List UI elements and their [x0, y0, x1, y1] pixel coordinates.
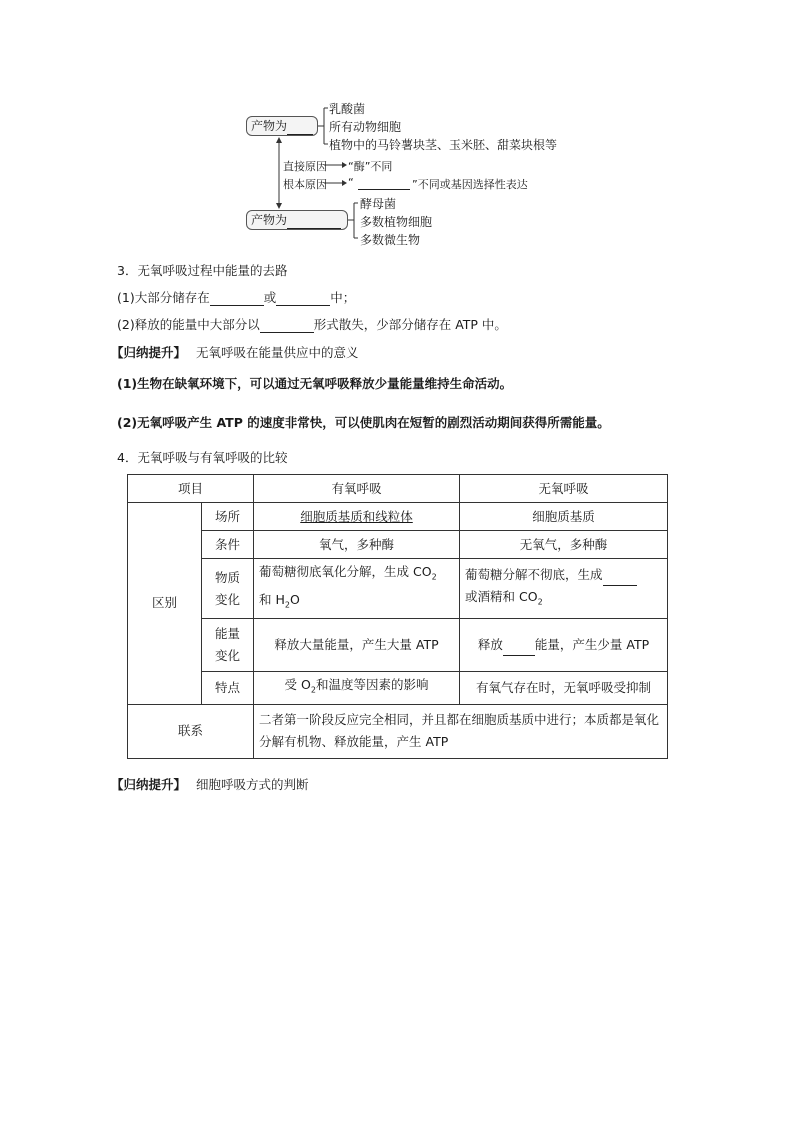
blank — [276, 290, 330, 306]
table-row — [128, 704, 668, 758]
subscript: 2 — [284, 600, 290, 609]
blank — [210, 290, 264, 306]
top-list-item: 乳酸菌 — [329, 102, 366, 116]
link-text: 二者第一阶段反应完全相同，并且都在细胞质基质中进行；本质都是氧化分解有机物、释放能量，产生 ATP — [254, 704, 668, 758]
product-label-bottom: 产物为 — [251, 213, 288, 227]
section4-title: 4．无氧呼吸与有氧呼吸的比较 — [117, 450, 288, 465]
direct-cause-label: 直接原因 — [283, 160, 327, 173]
subscript: 2 — [310, 685, 316, 695]
table-row — [128, 559, 668, 619]
subscript: 2 — [431, 572, 437, 582]
table-row — [128, 531, 668, 559]
product-label-top: 产物为 — [251, 119, 288, 133]
text: 葡萄糖彻底氧化分解，生成 CO — [259, 564, 432, 579]
direct-cause-text: “酶”不同 — [348, 160, 393, 173]
text: 形式散失，少部分储存在 ATP 中。 — [313, 317, 507, 332]
blank — [260, 317, 314, 333]
induction1-heading — [111, 343, 359, 361]
subscript: 2 — [537, 597, 543, 607]
root-cause-label: 根本原因 — [283, 178, 327, 191]
comparison-table — [127, 474, 668, 759]
blank — [503, 641, 535, 656]
cell-aerobic: 氧气，多种酶 — [254, 531, 460, 559]
text: (2)释放的能量中大部分以 — [117, 317, 260, 332]
bottom-list-item: 酵母菌 — [360, 197, 397, 211]
cell-anaerobic: 有氧气存在时，无氧呼吸受抑制 — [460, 672, 668, 705]
bottom-list-item: 多数微生物 — [360, 233, 421, 247]
row-label — [202, 619, 254, 672]
table-row — [128, 619, 668, 672]
induction-title: 无氧呼吸在能量供应中的意义 — [196, 345, 359, 360]
text: 物质 — [215, 569, 241, 585]
table-row — [128, 503, 668, 531]
top-list-item: 所有动物细胞 — [329, 120, 402, 134]
row-label: 特点 — [202, 672, 254, 705]
text: 和温度等因素的影响 — [315, 677, 429, 692]
cell-anaerobic — [460, 559, 668, 619]
induction2-heading — [111, 775, 309, 793]
cell-anaerobic: 无氧气，多种酶 — [460, 531, 668, 559]
text: 变化 — [215, 591, 241, 607]
group-label: 区别 — [128, 503, 202, 705]
cell-anaerobic — [460, 619, 668, 672]
section3-item1 — [117, 288, 355, 306]
bottom-list-item: 多数植物细胞 — [360, 215, 433, 229]
text: 或酒精和 CO — [465, 588, 538, 604]
row-label — [202, 559, 254, 619]
text: (1)大部分储存在 — [117, 290, 210, 305]
root-cause-blank — [358, 176, 410, 190]
root-cause-text: ”不同或基因选择性表达 — [412, 178, 528, 191]
header-aerobic: 有氧呼吸 — [254, 475, 460, 503]
text: 能量 — [215, 626, 241, 641]
text: O — [289, 591, 300, 607]
text: 葡萄糖分解不彻底，生成 — [465, 566, 603, 582]
cell-aerobic: 释放大量能量，产生大量 ATP — [254, 619, 460, 672]
cell-aerobic — [254, 559, 460, 619]
text: 能量，产生少量 ATP — [534, 637, 650, 652]
text: 受 O — [284, 677, 311, 692]
header-anaerobic: 无氧呼吸 — [460, 475, 668, 503]
induction1-point2: (2)无氧呼吸产生 ATP 的速度非常快，可以使肌肉在短暂的剧烈活动期间获得所需能量。 — [117, 415, 610, 430]
induction-tag: 【归纳提升】 — [111, 777, 187, 792]
text: 变化 — [215, 648, 241, 663]
table-row — [128, 475, 668, 503]
row-label: 场所 — [202, 503, 254, 531]
row-label: 条件 — [202, 531, 254, 559]
induction1-point1: (1)生物在缺氧环境下，可以通过无氧呼吸释放少量能量维持生命活动。 — [117, 376, 513, 391]
header-item: 项目 — [128, 475, 254, 503]
top-list-item: 植物中的马铃薯块茎、玉米胚、甜菜块根等 — [329, 138, 558, 152]
link-label: 联系 — [128, 704, 254, 758]
cell-anaerobic: 细胞质基质 — [460, 503, 668, 531]
induction-title: 细胞呼吸方式的判断 — [196, 777, 309, 792]
text: 和 H — [259, 591, 285, 607]
section3-item2 — [117, 315, 507, 333]
induction-tag: 【归纳提升】 — [111, 345, 187, 360]
blank — [603, 571, 637, 586]
text: 释放 — [477, 637, 503, 652]
cell-aerobic — [254, 672, 460, 705]
root-cause-quote: “ — [348, 176, 354, 189]
text: 中； — [330, 290, 356, 305]
section3-title: 3．无氧呼吸过程中能量的去路 — [117, 263, 288, 278]
cell-aerobic: 细胞质基质和线粒体 — [254, 503, 460, 531]
text: 或 — [263, 290, 277, 305]
table-row — [128, 672, 668, 705]
